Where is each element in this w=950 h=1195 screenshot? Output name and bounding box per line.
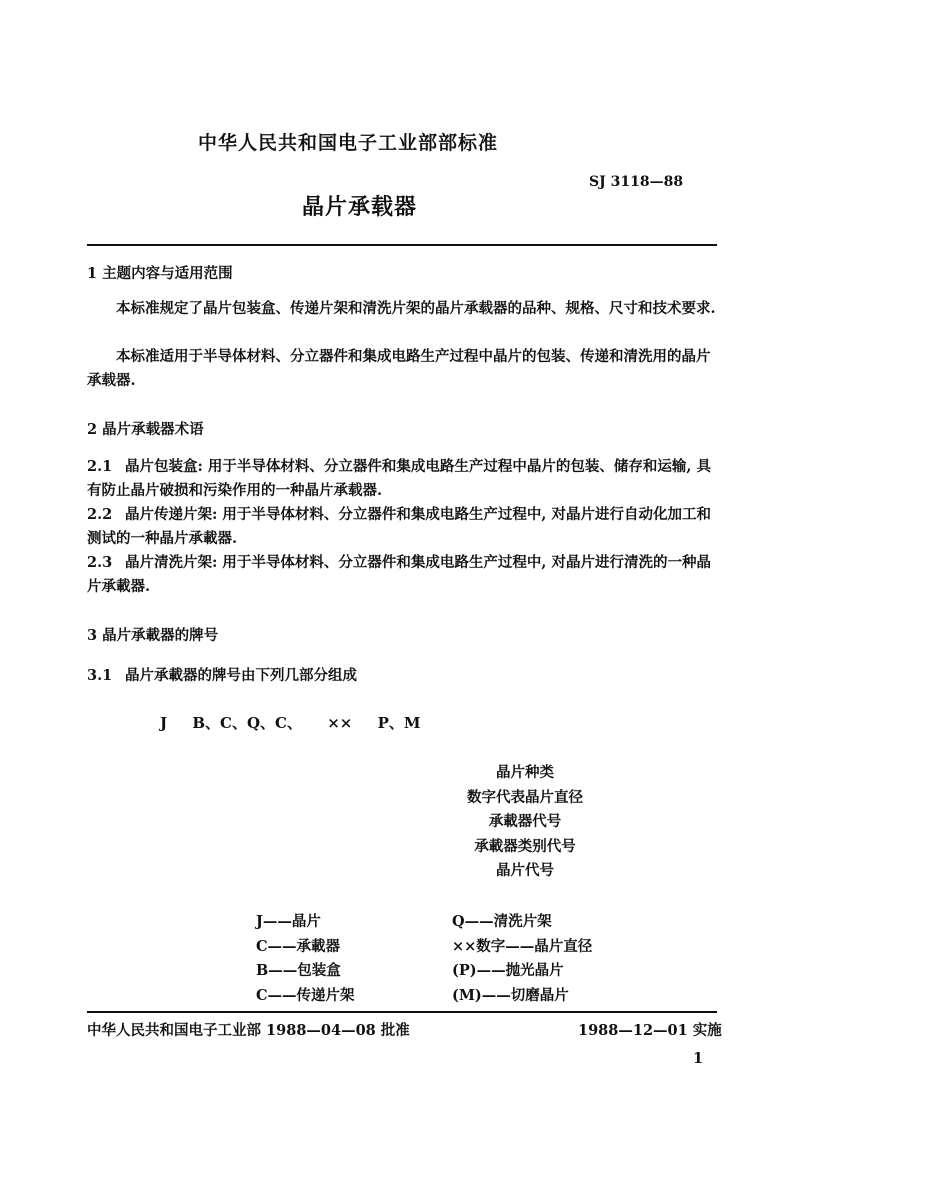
legend-item: C——传递片架 (256, 987, 355, 1004)
section-1-heading: 1 主题内容与适用范围 (87, 265, 233, 282)
clause-2-3 (87, 551, 717, 599)
clause-number: 3.1 (87, 667, 113, 684)
section-1-paragraph-1: 本标准规定了晶片包装盒、传递片架和清洗片架的晶片承载器的品种、规格、尺寸和技术要求. (116, 300, 716, 317)
formula-label: 承載器类别代号 (474, 838, 576, 855)
section-2-heading: 2 晶片承载器术语 (87, 421, 204, 438)
formula-label: 数字代表晶片直径 (467, 789, 583, 806)
legend-item: ××数字——晶片直径 (452, 938, 593, 955)
bottom-rule (87, 1011, 717, 1013)
clause-2-1 (87, 455, 717, 503)
effective-date: 1988—12—01 实施 (578, 1022, 722, 1039)
formula-label: 晶片代号 (496, 862, 554, 879)
legend-item: Q——清洗片架 (452, 913, 552, 930)
approval-line: 中华人民共和国电子工业部 1988—04—08 批准 (87, 1022, 410, 1039)
section-1-paragraph-2: 本标准适用于半导体材料、分立器件和集成电路生产过程中晶片的包装、传递和清洗用的晶片承载器. (87, 348, 711, 389)
clause-3-1 (87, 664, 357, 685)
clause-2-2 (87, 503, 717, 551)
formula-part: P、M (377, 714, 421, 732)
formula-part: B、C、Q、C、 (192, 714, 302, 732)
clause-text: 晶片清洗片架: 用于半导体材料、分立器件和集成电路生产过程中, 对晶片进行清洗的一种晶片承載器. (87, 554, 711, 595)
legend-item: B——包装盒 (256, 962, 341, 979)
ministry-standard-heading: 中华人民共和国电子工业部部标准 (198, 132, 499, 154)
document-title: 晶片承载器 (302, 194, 418, 220)
formula-label: 承載器代号 (488, 813, 562, 830)
legend-item: C——承載器 (256, 938, 341, 955)
designation-formula (160, 712, 434, 733)
clause-number: 2.1 (87, 458, 113, 475)
clause-text: 晶片包装盒: 用于半导体材料、分立器件和集成电路生产过程中晶片的包装、储存和运输, 具有防止晶片破损和污染作用的一种晶片承载器. (87, 458, 711, 499)
legend-item: (P)——抛光晶片 (452, 962, 564, 979)
page-number: 1 (693, 1050, 704, 1067)
clause-number: 2.2 (87, 506, 113, 523)
formula-part: J (160, 714, 168, 732)
standard-code: SJ 3118—88 (589, 174, 684, 190)
clause-text: 晶片传递片架: 用于半导体材料、分立器件和集成电路生产过程中, 对晶片进行自动化加工和测试的一种晶片承載器. (87, 506, 711, 547)
clause-text: 晶片承載器的牌号由下列几部分组成 (125, 667, 357, 684)
legend-item: (M)——切磨晶片 (452, 987, 569, 1004)
section-3-heading: 3 晶片承載器的牌号 (87, 627, 219, 644)
legend-item: J——晶片 (256, 913, 321, 930)
clause-number: 2.3 (87, 554, 113, 571)
top-rule (87, 244, 717, 246)
formula-part: ×× (327, 714, 353, 732)
formula-label: 晶片种类 (496, 764, 554, 781)
